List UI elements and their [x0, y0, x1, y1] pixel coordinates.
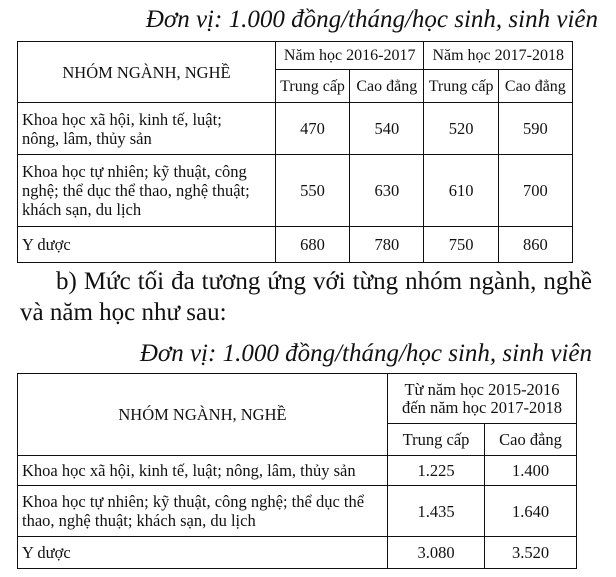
value-cell: 750 [424, 227, 498, 263]
table-row [18, 227, 573, 263]
level-header: Trung cấp [388, 424, 485, 456]
value-cell: 1.225 [388, 456, 485, 486]
value-cell: 700 [498, 155, 572, 227]
table-row [18, 155, 573, 227]
value-cell: 680 [275, 227, 349, 263]
value-cell: 630 [350, 155, 424, 227]
tuition-table-2016-2018 [17, 41, 573, 263]
paragraph-b: b) Mức tối đa tương ứng với từng nhóm ngành, nghề và năm học như sau: [20, 268, 592, 326]
value-cell: 3.520 [485, 537, 577, 569]
level-header: Cao đẳng [485, 424, 577, 456]
value-cell: 860 [498, 227, 572, 263]
value-cell: 550 [275, 155, 349, 227]
year-range-header: Từ năm học 2015-2016 đến năm học 2017-2018 [388, 374, 577, 424]
value-cell: 520 [424, 103, 498, 155]
level-header: Trung cấp [424, 70, 498, 103]
group-cell: Khoa học xã hội, kinh tế, luật; nông, lâm, thủy sản [18, 456, 388, 486]
table-row [18, 537, 577, 569]
level-header: Cao đẳng [350, 70, 424, 103]
value-cell: 780 [350, 227, 424, 263]
table-row [18, 103, 573, 155]
value-cell: 1.640 [485, 486, 577, 537]
value-cell: 610 [424, 155, 498, 227]
value-cell: 470 [275, 103, 349, 155]
unit-label-2: Đơn vị: 1.000 đồng/tháng/học sinh, sinh viên [139, 340, 592, 367]
value-cell: 1.435 [388, 486, 485, 537]
value-cell: 3.080 [388, 537, 485, 569]
unit-label-1: Đơn vị: 1.000 đồng/tháng/học sinh, sinh viên [145, 6, 598, 33]
value-cell: 590 [498, 103, 572, 155]
group-cell: Khoa học tự nhiên; kỹ thuật, công nghệ; thể dục thể thao, nghệ thuật; khách sạn, du lịch [18, 486, 388, 537]
group-cell: Khoa học tự nhiên; kỹ thuật, công nghệ; thể dục thể thao, nghệ thuật; khách sạn, du lịch [18, 155, 276, 227]
group-cell: Khoa học xã hội, kinh tế, luật; nông, lâm, thủy sản [18, 103, 276, 155]
group-header: NHÓM NGÀNH, NGHỀ [18, 42, 276, 103]
group-cell: Y dược [18, 537, 388, 569]
year-header-2017-2018: Năm học 2017-2018 [424, 42, 573, 70]
table-row [18, 486, 577, 537]
group-cell: Y dược [18, 227, 276, 263]
year-header-2016-2017: Năm học 2016-2017 [275, 42, 424, 70]
value-cell: 540 [350, 103, 424, 155]
level-header: Cao đẳng [498, 70, 572, 103]
value-cell: 1.400 [485, 456, 577, 486]
tuition-table-max [17, 373, 577, 569]
level-header: Trung cấp [275, 70, 349, 103]
table-row [18, 456, 577, 486]
group-header: NHÓM NGÀNH, NGHỀ [18, 374, 388, 456]
